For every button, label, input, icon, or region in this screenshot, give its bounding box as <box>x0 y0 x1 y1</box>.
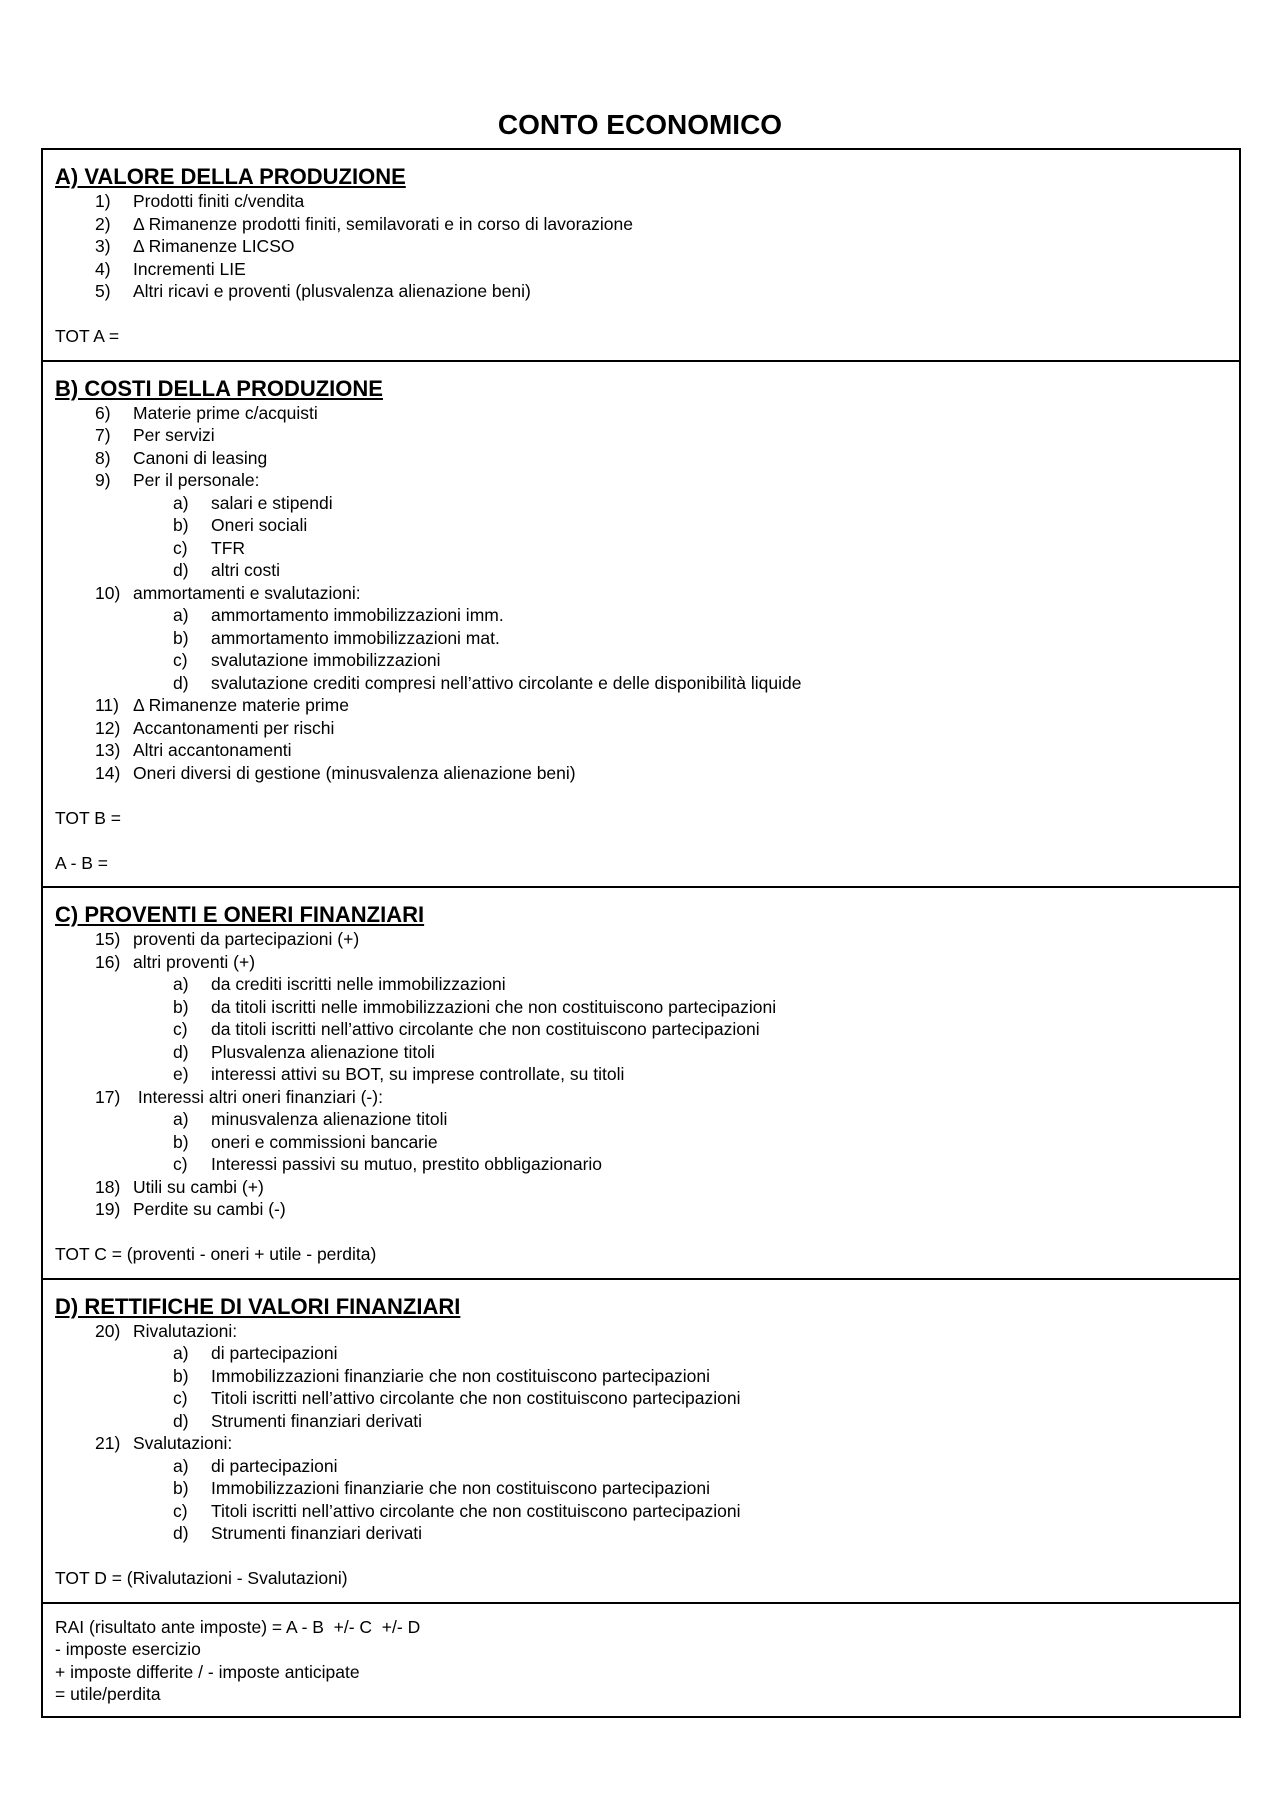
item-number: 10) <box>95 582 121 603</box>
list-item <box>55 1086 1227 1109</box>
item-number: 15) <box>95 929 121 949</box>
list-item <box>55 469 1227 492</box>
sub-item-text: interessi attivi su BOT, su imprese controllate, su titoli <box>211 1064 625 1084</box>
sub-item-text: ammortamento immobilizzazioni mat. <box>211 627 500 648</box>
sub-item-letter: a) <box>173 605 189 625</box>
list-item <box>55 717 1227 740</box>
item-text: Altri ricavi e proventi (plusvalenza alienazione beni) <box>133 281 531 301</box>
sub-item-text: ammortamento immobilizzazioni imm. <box>211 605 504 625</box>
sub-item <box>55 1522 1227 1545</box>
sub-item <box>55 1108 1227 1131</box>
section-c <box>43 888 1239 1280</box>
section-d-heading: D) RETTIFICHE DI VALORI FINANZIARI <box>55 1293 461 1319</box>
list-item <box>55 190 1227 213</box>
sub-item-text: Interessi passivi su mutuo, prestito obbligazionario <box>211 1154 603 1174</box>
sub-item-text: di partecipazioni <box>211 1343 338 1363</box>
sub-item <box>55 627 1227 650</box>
sub-item-text: Titoli iscritti nell’attivo circolante che non costituiscono partecipazioni <box>211 1388 741 1408</box>
item-number: 12) <box>95 717 121 738</box>
sub-item-text: da crediti iscritti nelle immobilizzazioni <box>211 974 506 994</box>
item-text: altri proventi (+) <box>133 951 256 972</box>
item-text: ammortamenti e svalutazioni: <box>133 582 361 603</box>
sub-item <box>55 649 1227 672</box>
section-a-heading: A) VALORE DELLA PRODUZIONE <box>55 164 406 189</box>
sub-item <box>55 973 1227 996</box>
sub-item-text: da titoli iscritti nell’attivo circolante che non costituiscono partecipazioni <box>211 1019 760 1039</box>
sub-item-text: TFR <box>211 537 246 558</box>
sub-item-letter: c) <box>173 1500 188 1521</box>
section-c-heading: C) PROVENTI E ONERI FINANZIARI <box>55 902 425 927</box>
item-number: 7) <box>95 425 111 445</box>
list-item <box>55 1198 1227 1221</box>
sub-item-letter: d) <box>173 1410 189 1431</box>
list-item <box>55 762 1227 785</box>
sub-item-letter: c) <box>173 1388 188 1408</box>
sub-item-letter: c) <box>173 650 188 670</box>
sub-item-text: Immobilizzazioni finanziarie che non costituiscono partecipazioni <box>211 1478 711 1498</box>
sub-item-text: altri costi <box>211 560 281 580</box>
sub-item <box>55 559 1227 582</box>
item-text: Δ Rimanenze prodotti finiti, semilavorati e in corso di lavorazione <box>133 213 633 234</box>
item-text: Per il personale: <box>133 470 260 490</box>
sub-item-letter: b) <box>173 515 189 535</box>
section-b <box>43 362 1239 889</box>
item-text: Δ Rimanenze materie prime <box>133 695 349 715</box>
list-item <box>55 213 1227 236</box>
list-item <box>55 951 1227 974</box>
list-item <box>55 402 1227 425</box>
sub-item <box>55 1365 1227 1388</box>
sub-item-letter: c) <box>173 1154 188 1174</box>
item-number: 11) <box>95 695 119 715</box>
profit-loss-line: = utile/perdita <box>55 1684 161 1704</box>
sub-item <box>55 1063 1227 1086</box>
sub-item-text: Strumenti finanziari derivati <box>211 1410 423 1431</box>
item-text: Oneri diversi di gestione (minusvalenza alienazione beni) <box>133 762 576 783</box>
rai-line: RAI (risultato ante imposte) = A - B +/- C +/- D <box>55 1616 421 1637</box>
list-item <box>55 447 1227 470</box>
page-title: CONTO ECONOMICO <box>497 109 783 140</box>
sub-item <box>55 1018 1227 1041</box>
section-d <box>43 1280 1239 1604</box>
sub-item-letter: d) <box>173 672 189 693</box>
sub-item-text: minusvalenza alienazione titoli <box>211 1109 448 1129</box>
item-text: Δ Rimanenze LICSO <box>133 236 295 256</box>
sub-item-letter: b) <box>173 1365 189 1386</box>
sub-item-letter: a) <box>173 492 189 513</box>
difference-a-b: A - B = <box>55 852 109 873</box>
item-number: 14) <box>95 762 121 783</box>
sub-item-letter: c) <box>173 537 188 558</box>
list-item <box>55 1432 1227 1455</box>
sub-item-letter: d) <box>173 1041 189 1062</box>
sub-item-letter: b) <box>173 627 189 648</box>
sub-item <box>55 1500 1227 1523</box>
item-number: 4) <box>95 258 111 279</box>
taxes-line: - imposte esercizio <box>55 1639 201 1659</box>
sub-item <box>55 537 1227 560</box>
sub-item <box>55 604 1227 627</box>
section-b-heading: B) COSTI DELLA PRODUZIONE <box>55 375 383 401</box>
sub-item-letter: b) <box>173 1478 189 1498</box>
income-statement-table <box>41 148 1241 1718</box>
sub-item <box>55 996 1227 1019</box>
sub-item-text: oneri e commissioni bancarie <box>211 1131 438 1152</box>
item-text: Rivalutazioni: <box>133 1320 238 1341</box>
item-number: 1) <box>95 191 111 211</box>
item-number: 21) <box>95 1433 121 1453</box>
item-text: proventi da partecipazioni (+) <box>133 929 360 949</box>
sub-item-text: Immobilizzazioni finanziarie che non costituiscono partecipazioni <box>211 1365 711 1386</box>
item-number: 5) <box>95 281 111 301</box>
total-d: TOT D = (Rivalutazioni - Svalutazioni) <box>55 1568 348 1588</box>
item-number: 3) <box>95 236 111 256</box>
item-number: 20) <box>95 1320 121 1341</box>
sub-item-text: Strumenti finanziari derivati <box>211 1523 423 1543</box>
list-item <box>55 582 1227 605</box>
item-text: Perdite su cambi (-) <box>133 1199 286 1219</box>
sub-item-letter: e) <box>173 1064 189 1084</box>
list-item <box>55 424 1227 447</box>
sub-item <box>55 1342 1227 1365</box>
item-number: 2) <box>95 213 111 234</box>
item-text: Canoni di leasing <box>133 447 268 468</box>
sub-item-text: salari e stipendi <box>211 492 333 513</box>
sub-item <box>55 514 1227 537</box>
sub-item-letter: a) <box>173 1109 189 1129</box>
item-text: Svalutazioni: <box>133 1433 233 1453</box>
sub-item-letter: d) <box>173 1523 189 1543</box>
item-text: Altri accantonamenti <box>133 740 292 760</box>
list-item <box>55 694 1227 717</box>
total-c: TOT C = (proventi - oneri + utile - perdita) <box>55 1244 377 1264</box>
item-number: 13) <box>95 740 121 760</box>
deferred-taxes-line: + imposte differite / - imposte anticipate <box>55 1661 360 1682</box>
sub-item-letter: a) <box>173 1343 189 1363</box>
item-number: 6) <box>95 402 111 423</box>
sub-item-text: di partecipazioni <box>211 1455 338 1476</box>
sub-item <box>55 1477 1227 1500</box>
sub-item <box>55 1455 1227 1478</box>
item-text: Accantonamenti per rischi <box>133 717 335 738</box>
sub-item <box>55 1387 1227 1410</box>
item-number: 16) <box>95 951 121 972</box>
total-b: TOT B = <box>55 807 121 828</box>
sub-item-letter: d) <box>173 560 189 580</box>
section-result <box>43 1604 1239 1716</box>
sub-item-letter: b) <box>173 996 189 1017</box>
sub-item-letter: c) <box>173 1019 188 1039</box>
item-text: Materie prime c/acquisti <box>133 402 318 423</box>
sub-item-text: Titoli iscritti nell’attivo circolante che non costituiscono partecipazioni <box>211 1500 741 1521</box>
item-text: Utili su cambi (+) <box>133 1176 264 1197</box>
sub-item-letter: b) <box>173 1131 189 1152</box>
list-item <box>55 739 1227 762</box>
sub-item <box>55 1153 1227 1176</box>
sub-item <box>55 1410 1227 1433</box>
list-item <box>55 1320 1227 1343</box>
sub-item <box>55 1041 1227 1064</box>
list-item <box>55 1176 1227 1199</box>
list-item <box>55 258 1227 281</box>
sub-item-text: Plusvalenza alienazione titoli <box>211 1041 435 1062</box>
list-item <box>55 235 1227 258</box>
item-number: 19) <box>95 1199 121 1219</box>
sub-item-text: Oneri sociali <box>211 515 308 535</box>
sub-item <box>55 492 1227 515</box>
item-text: Incrementi LIE <box>133 258 246 279</box>
item-text: Prodotti finiti c/vendita <box>133 191 305 211</box>
list-item <box>55 280 1227 303</box>
sub-item <box>55 672 1227 695</box>
sub-item-text: da titoli iscritti nelle immobilizzazioni che non costituiscono partecipazioni <box>211 996 777 1017</box>
sub-item-letter: a) <box>173 1455 189 1476</box>
section-a <box>43 150 1239 362</box>
sub-item-letter: a) <box>173 974 189 994</box>
item-number: 18) <box>95 1176 121 1197</box>
sub-item <box>55 1131 1227 1154</box>
sub-item-text: svalutazione immobilizzazioni <box>211 650 441 670</box>
item-number: 8) <box>95 447 111 468</box>
total-a: TOT A = <box>55 326 120 346</box>
item-number: 17) <box>95 1086 121 1107</box>
item-number: 9) <box>95 470 111 490</box>
list-item <box>55 928 1227 951</box>
item-text: Per servizi <box>133 425 215 445</box>
item-text: Interessi altri oneri finanziari (-): <box>133 1086 383 1107</box>
sub-item-text: svalutazione crediti compresi nell’attivo circolante e delle disponibilità liquide <box>211 672 802 693</box>
